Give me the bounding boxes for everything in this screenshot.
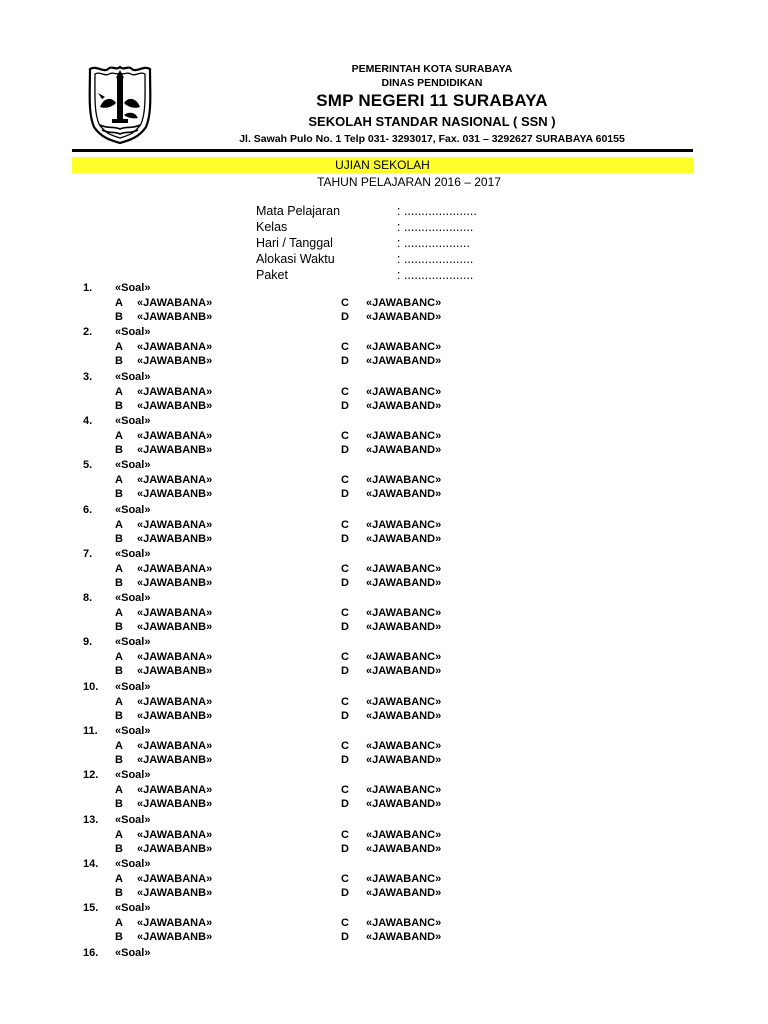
exam-info-label: Paket	[256, 268, 288, 282]
option-key-c: C	[341, 740, 349, 752]
option-a-text: «JAWABANA»	[137, 519, 213, 531]
question-text: «Soal»	[115, 725, 151, 737]
option-d-text: «JAWABAND»	[366, 577, 442, 589]
department-name: DINAS PENDIDIKAN	[381, 77, 483, 89]
option-key-b: B	[115, 665, 123, 677]
exam-info-blank: : ....................	[397, 268, 474, 282]
question-number: 1.	[83, 282, 93, 294]
question-number: 4.	[83, 415, 93, 427]
option-d-text: «JAWABAND»	[366, 754, 442, 766]
option-key-d: D	[341, 798, 349, 810]
option-key-d: D	[341, 887, 349, 899]
option-a-text: «JAWABANA»	[137, 474, 213, 486]
question-number: 10.	[83, 681, 99, 693]
question-text: «Soal»	[115, 636, 151, 648]
option-b-text: «JAWABANB»	[137, 444, 213, 456]
option-b-text: «JAWABANB»	[137, 887, 213, 899]
option-key-d: D	[341, 444, 349, 456]
option-c-text: «JAWABANC»	[366, 430, 442, 442]
school-status: SEKOLAH STANDAR NASIONAL ( SSN )	[308, 114, 556, 129]
option-key-a: A	[115, 917, 123, 929]
option-key-b: B	[115, 621, 123, 633]
question-text: «Soal»	[115, 858, 151, 870]
question-number: 16.	[83, 947, 99, 959]
question-number: 12.	[83, 769, 99, 781]
option-key-b: B	[115, 400, 123, 412]
option-b-text: «JAWABANB»	[137, 710, 213, 722]
question-number: 9.	[83, 636, 93, 648]
option-d-text: «JAWABAND»	[366, 533, 442, 545]
option-c-text: «JAWABANC»	[366, 474, 442, 486]
question-text: «Soal»	[115, 592, 151, 604]
option-d-text: «JAWABAND»	[366, 488, 442, 500]
option-a-text: «JAWABANA»	[137, 917, 213, 929]
option-c-text: «JAWABANC»	[366, 651, 442, 663]
option-b-text: «JAWABANB»	[137, 400, 213, 412]
question-number: 7.	[83, 548, 93, 560]
exam-info-blank: : .....................	[397, 204, 477, 218]
option-b-text: «JAWABANB»	[137, 488, 213, 500]
option-c-text: «JAWABANC»	[366, 341, 442, 353]
option-b-text: «JAWABANB»	[137, 533, 213, 545]
option-key-b: B	[115, 355, 123, 367]
question-number: 2.	[83, 326, 93, 338]
question-number: 3.	[83, 371, 93, 383]
option-key-c: C	[341, 651, 349, 663]
option-d-text: «JAWABAND»	[366, 311, 442, 323]
option-key-d: D	[341, 488, 349, 500]
option-key-c: C	[341, 474, 349, 486]
option-d-text: «JAWABAND»	[366, 710, 442, 722]
option-key-b: B	[115, 577, 123, 589]
option-key-c: C	[341, 341, 349, 353]
option-key-d: D	[341, 754, 349, 766]
option-c-text: «JAWABANC»	[366, 696, 442, 708]
option-c-text: «JAWABANC»	[366, 829, 442, 841]
option-a-text: «JAWABANA»	[137, 341, 213, 353]
option-key-d: D	[341, 621, 349, 633]
option-key-c: C	[341, 784, 349, 796]
exam-info-label: Kelas	[256, 220, 288, 234]
option-c-text: «JAWABANC»	[366, 784, 442, 796]
option-b-text: «JAWABANB»	[137, 931, 213, 943]
option-key-a: A	[115, 297, 123, 309]
question-text: «Soal»	[115, 947, 151, 959]
option-a-text: «JAWABANA»	[137, 873, 213, 885]
question-number: 11.	[83, 725, 98, 737]
option-key-b: B	[115, 843, 123, 855]
question-number: 6.	[83, 504, 93, 516]
option-key-d: D	[341, 355, 349, 367]
option-key-b: B	[115, 533, 123, 545]
option-key-a: A	[115, 430, 123, 442]
government-name: PEMERINTAH KOTA SURABAYA	[351, 63, 513, 75]
question-text: «Soal»	[115, 326, 151, 338]
option-key-a: A	[115, 386, 123, 398]
option-a-text: «JAWABANA»	[137, 297, 213, 309]
option-key-a: A	[115, 563, 123, 575]
option-key-a: A	[115, 519, 123, 531]
question-text: «Soal»	[115, 371, 151, 383]
option-d-text: «JAWABAND»	[366, 665, 442, 677]
question-text: «Soal»	[115, 769, 151, 781]
question-text: «Soal»	[115, 548, 151, 560]
option-a-text: «JAWABANA»	[137, 651, 213, 663]
option-b-text: «JAWABANB»	[137, 843, 213, 855]
option-a-text: «JAWABANA»	[137, 386, 213, 398]
option-key-a: A	[115, 696, 123, 708]
question-text: «Soal»	[115, 459, 151, 471]
question-number: 5.	[83, 459, 93, 471]
option-c-text: «JAWABANC»	[366, 917, 442, 929]
option-key-d: D	[341, 533, 349, 545]
option-key-c: C	[341, 563, 349, 575]
option-key-b: B	[115, 931, 123, 943]
question-text: «Soal»	[115, 415, 151, 427]
option-key-c: C	[341, 829, 349, 841]
option-b-text: «JAWABANB»	[137, 754, 213, 766]
option-key-b: B	[115, 311, 123, 323]
exam-info-blank: : ...................	[397, 236, 470, 250]
option-c-text: «JAWABANC»	[366, 297, 442, 309]
question-number: 8.	[83, 592, 93, 604]
option-key-c: C	[341, 917, 349, 929]
option-key-c: C	[341, 430, 349, 442]
header-divider	[72, 149, 693, 152]
option-key-a: A	[115, 474, 123, 486]
exam-info-label: Mata Pelajaran	[256, 204, 341, 218]
question-number: 15.	[83, 902, 99, 914]
option-c-text: «JAWABANC»	[366, 740, 442, 752]
option-key-d: D	[341, 931, 349, 943]
option-key-c: C	[341, 386, 349, 398]
question-number: 14.	[83, 858, 99, 870]
option-key-a: A	[115, 341, 123, 353]
option-d-text: «JAWABAND»	[366, 887, 442, 899]
option-key-d: D	[341, 710, 349, 722]
school-name: SMP NEGERI 11 SURABAYA	[316, 91, 548, 110]
option-d-text: «JAWABAND»	[366, 621, 442, 633]
option-a-text: «JAWABANA»	[137, 829, 213, 841]
exam-info-blank: : ....................	[397, 220, 474, 234]
option-key-d: D	[341, 843, 349, 855]
exam-info-blank: : ....................	[397, 252, 474, 266]
option-b-text: «JAWABANB»	[137, 665, 213, 677]
option-c-text: «JAWABANC»	[366, 873, 442, 885]
option-key-d: D	[341, 665, 349, 677]
school-address: Jl. Sawah Pulo No. 1 Telp 031- 3293017, Fax. 031 – 3292627 SURABAYA 60155	[239, 133, 625, 145]
option-key-c: C	[341, 519, 349, 531]
option-d-text: «JAWABAND»	[366, 400, 442, 412]
option-d-text: «JAWABAND»	[366, 931, 442, 943]
option-key-a: A	[115, 829, 123, 841]
option-key-b: B	[115, 754, 123, 766]
option-c-text: «JAWABANC»	[366, 607, 442, 619]
option-b-text: «JAWABANB»	[137, 577, 213, 589]
option-d-text: «JAWABAND»	[366, 798, 442, 810]
option-key-a: A	[115, 607, 123, 619]
question-number: 13.	[83, 814, 99, 826]
option-d-text: «JAWABAND»	[366, 843, 442, 855]
option-key-b: B	[115, 444, 123, 456]
option-b-text: «JAWABANB»	[137, 355, 213, 367]
option-a-text: «JAWABANA»	[137, 430, 213, 442]
option-key-b: B	[115, 887, 123, 899]
option-a-text: «JAWABANA»	[137, 784, 213, 796]
option-key-d: D	[341, 311, 349, 323]
academic-year: TAHUN PELAJARAN 2016 – 2017	[317, 175, 501, 189]
option-c-text: «JAWABANC»	[366, 386, 442, 398]
option-a-text: «JAWABANA»	[137, 696, 213, 708]
question-text: «Soal»	[115, 282, 151, 294]
option-key-c: C	[341, 873, 349, 885]
option-b-text: «JAWABANB»	[137, 621, 213, 633]
question-text: «Soal»	[115, 814, 151, 826]
option-d-text: «JAWABAND»	[366, 355, 442, 367]
exam-title: UJIAN SEKOLAH	[72, 157, 693, 173]
question-text: «Soal»	[115, 681, 151, 693]
option-key-a: A	[115, 740, 123, 752]
option-key-b: B	[115, 798, 123, 810]
option-key-d: D	[341, 577, 349, 589]
option-b-text: «JAWABANB»	[137, 311, 213, 323]
option-key-a: A	[115, 873, 123, 885]
option-key-a: A	[115, 784, 123, 796]
exam-info-label: Alokasi Waktu	[256, 252, 335, 266]
option-key-a: A	[115, 651, 123, 663]
option-key-d: D	[341, 400, 349, 412]
option-a-text: «JAWABANA»	[137, 740, 213, 752]
option-d-text: «JAWABAND»	[366, 444, 442, 456]
option-c-text: «JAWABANC»	[366, 519, 442, 531]
exam-info-label: Hari / Tanggal	[256, 236, 333, 250]
question-text: «Soal»	[115, 504, 151, 516]
option-key-b: B	[115, 488, 123, 500]
option-key-b: B	[115, 710, 123, 722]
option-c-text: «JAWABANC»	[366, 563, 442, 575]
option-key-c: C	[341, 607, 349, 619]
option-key-c: C	[341, 297, 349, 309]
option-b-text: «JAWABANB»	[137, 798, 213, 810]
option-a-text: «JAWABANA»	[137, 563, 213, 575]
option-a-text: «JAWABANA»	[137, 607, 213, 619]
option-key-c: C	[341, 696, 349, 708]
question-text: «Soal»	[115, 902, 151, 914]
